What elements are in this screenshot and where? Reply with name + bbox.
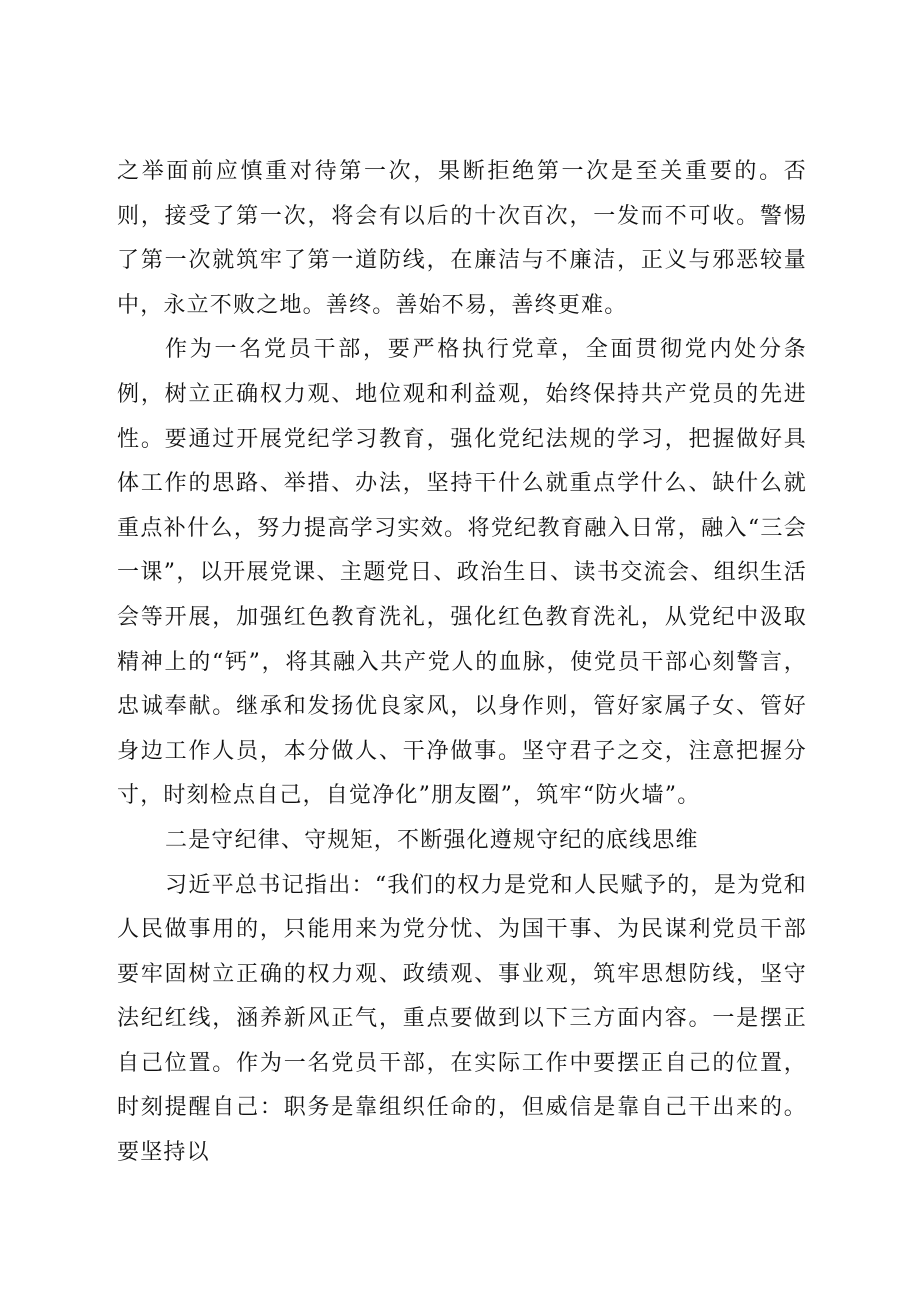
paragraph-3: 习近平总书记指出：“我们的权力是党和人民赋予的，是为党和人民做事用的，只能用来为党分忧、为国干事、为民谋利党员干部要牢固树立正确的权力观、政绩观、事业观，筑牢思想防线，坚守法纪红线，涵养新风正气，重点要做到以下三方面内容。一是摆正自己位置。作为一名党员干部，在实际工作中要摆正自己的位置，时刻提醒自己：职务是靠组织任命的，但威信是靠自己干出来的。要坚持以 (117, 872, 807, 1166)
paragraph-1: 之举面前应慎重对待第一次，果断拒绝第一次是至关重要的。否则，接受了第一次，将会有以后的十次百次，一发而不可收。警惕了第一次就筑牢了第一道防线，在廉洁与不廉洁，正义与邪恶较量中，永立不败之地。善终。善始不易，善终更难。 (117, 159, 807, 318)
section-heading: 二是守纪律、守规矩，不断强化遵规守纪的底线思维 (165, 827, 699, 853)
paragraph-2: 作为一名党员干部，要严格执行党章，全面贯彻党内处分条例，树立正确权力观、地位观和利益观，始终保持共产党员的先进性。要通过开展党纪学习教育，强化党纪法规的学习，把握做好具体工作的思路、举措、办法，坚持干什么就重点学什么、缺什么就重点补什么，努力提高学习实效。将党纪教育融入日常，融入“三会一课”，以开展党课、主题党日、政治生日、读书交流会、组织生活会等开展，加强红色教育洗礼，强化红色教育洗礼，从党纪中汲取精神上的“钙”，将其融入共产党人的血脉，使党员干部心刻警言，忠诚奉献。继承和发扬优良家风，以身作则，管好家属子女、管好身边工作人员，本分做人、干净做事。坚守君子之交，注意把握分寸，时刻检点自己，自觉净化”朋友圈”，筑牢“防火墙”。 (117, 337, 807, 809)
document-body (117, 150, 807, 1176)
